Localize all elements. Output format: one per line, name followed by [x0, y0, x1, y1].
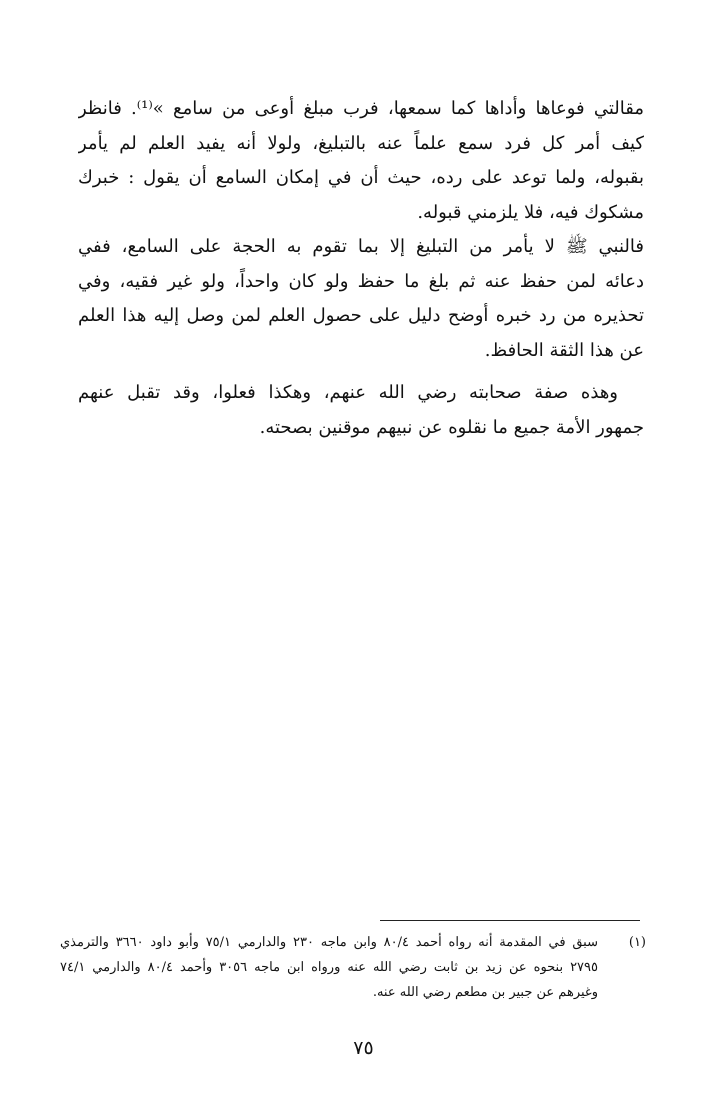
page-number: ٧٥ — [353, 1037, 374, 1059]
footnote-1 — [60, 930, 646, 1005]
paragraph-gap — [78, 368, 644, 376]
paragraph-1 — [78, 92, 644, 230]
text-line: جمهور الأمة جميع ما نقلوه عن نبيهم موقنين بصحته. — [259, 416, 644, 438]
paragraph-2 — [78, 230, 644, 368]
text-line: دعائه لمن حفظ عنه ثم بلغ ما حفظ ولو كان واحداً، ولو غير فقيه، وفي — [78, 270, 644, 292]
footnote-line: ٢٧٩٥ بنحوه عن زيد بن ثابت رضي الله عنه ورواه ابن ماجه ٣٠٥٦ وأحمد ٨٠/٤ والدارمي ٧٤/١ — [60, 960, 598, 975]
text-line: كيف أمر كل فرد سمع علماً عنه بالتبليغ، ولولا أنه يفيد العلم لم يأمر — [78, 132, 644, 154]
footnote-line: وغيرهم عن جبير بن مطعم رضي الله عنه. — [372, 985, 598, 1000]
footnote-line: سبق في المقدمة أنه رواه أحمد ٨٠/٤ وابن ماجه ٢٣٠ والدارمي ٧٥/١ وأبو داود ٣٦٦٠ والترمذي — [60, 935, 598, 950]
footnote-marker: (١) — [628, 935, 646, 950]
footnotes — [60, 930, 646, 1005]
text-line: تحذيره من رد خبره أوضح دليل على حصول العلم لمن وصل إليه هذا العلم — [78, 305, 644, 326]
text-line: مقالتي فوعاها وأداها كما سمعها، فرب مبلغ أوعى من سامع »⁽¹⁾. فانظر — [78, 98, 644, 119]
text-line: عن هذا الثقة الحافظ. — [484, 339, 644, 361]
text-line: فالنبي ﷺ لا يأمر من التبليغ إلا بما تقوم به الحجة على السامع، ففي — [78, 236, 644, 257]
footnote-text — [60, 930, 598, 1005]
text-line: وهذه صفة صحابته رضي الله عنهم، وهكذا فعلوا، وقد تقبل عنهم — [78, 382, 618, 403]
footnote-separator — [380, 920, 640, 921]
paragraph-3 — [78, 376, 644, 445]
text-line: بقبوله، ولما توعد على رده، حيث أن في إمكان السامع أن يقول : خبرك — [78, 167, 644, 188]
text-line: مشكوك فيه، فلا يلزمني قبوله. — [417, 201, 644, 223]
main-text — [78, 92, 644, 445]
